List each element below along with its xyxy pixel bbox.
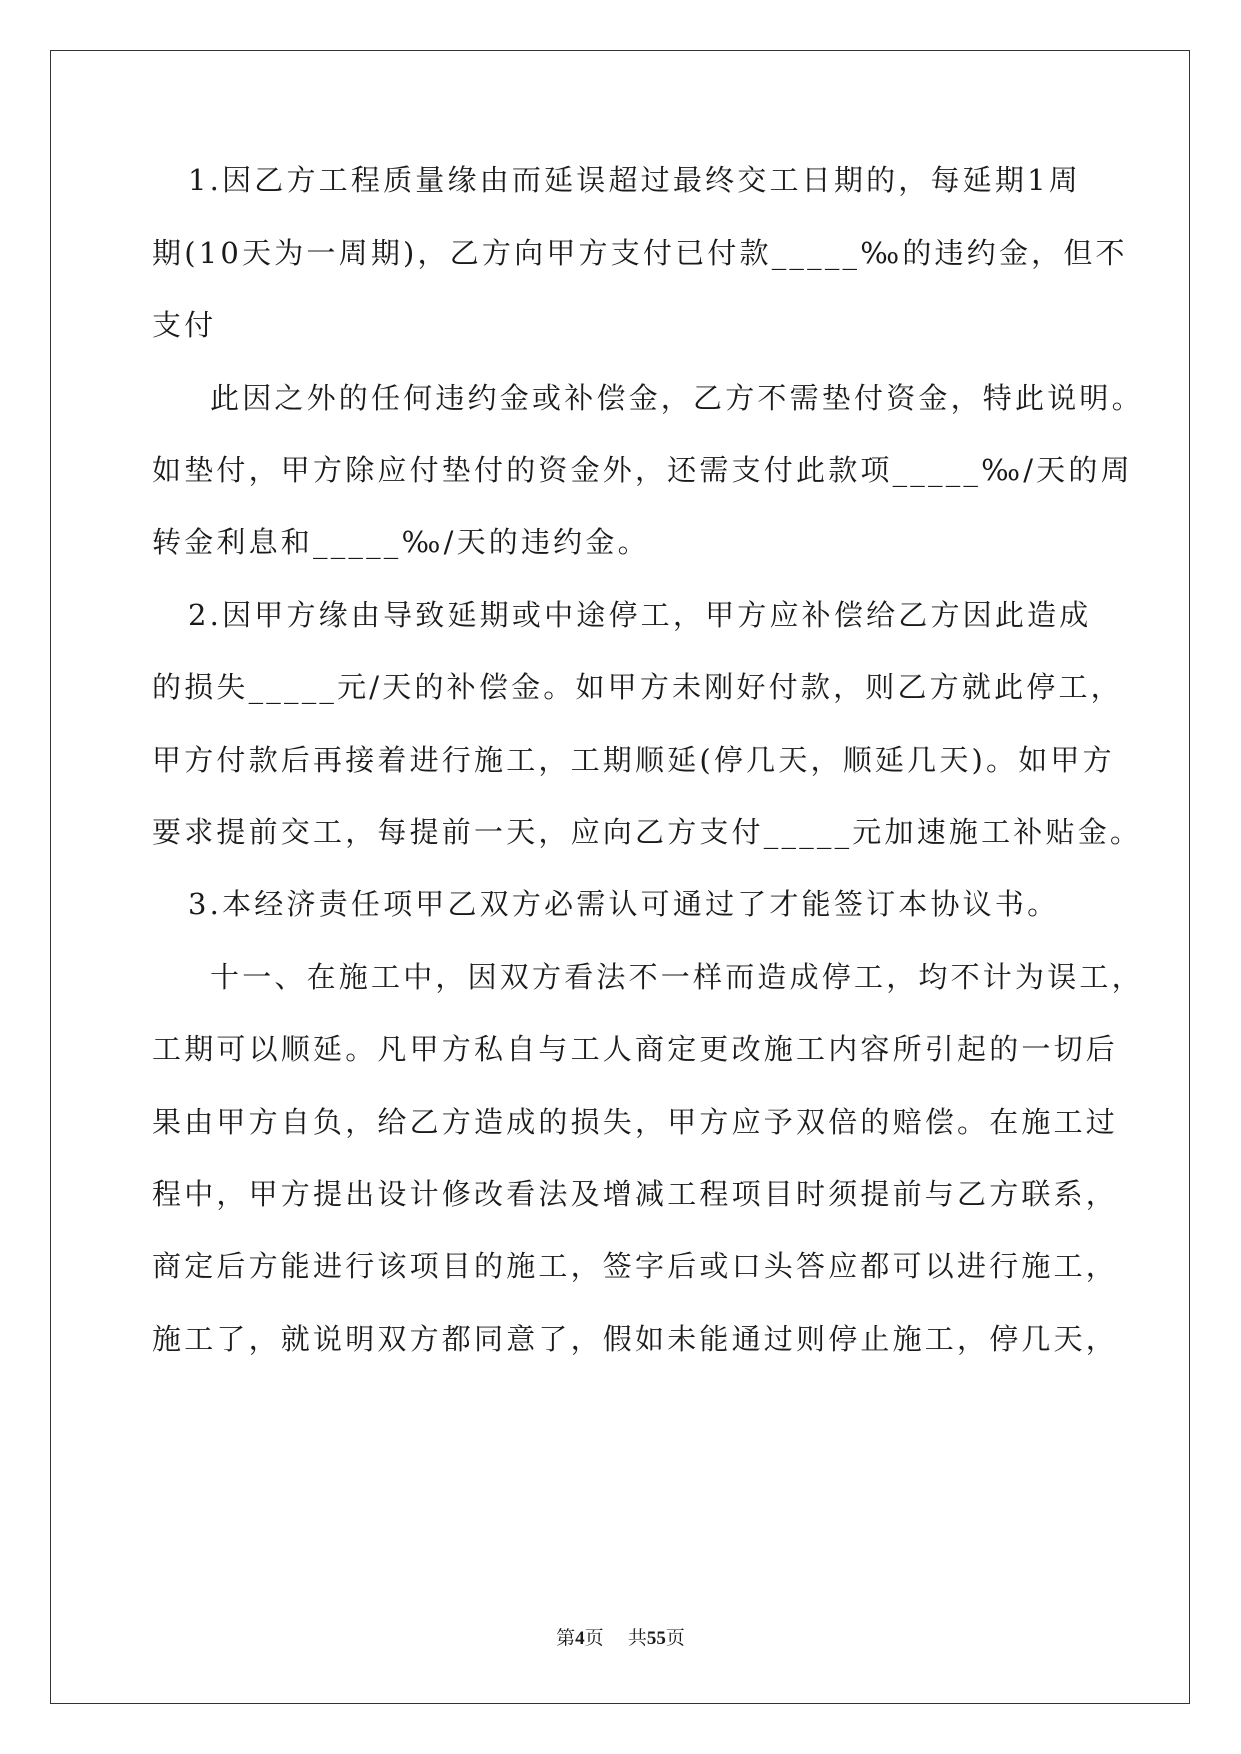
text-line: 2.因甲方缘由导致延期或中途停工，甲方应补偿给乙方因此造成 <box>188 598 1092 632</box>
text-line: 1.因乙方工程质量缘由而延误超过最终交工日期的，每延期1周 <box>188 163 1081 197</box>
current-page-number: 4 <box>575 1628 585 1649</box>
text-line: 转金利息和_____‰/天的违约金。 <box>152 525 650 559</box>
text-line: 程中，甲方提出设计修改看法及增减工程项目时须提前与乙方联系， <box>152 1177 1119 1211</box>
text-line: 3.本经济责任项甲乙双方必需认可通过了才能签订本协议书。 <box>188 887 1060 921</box>
text-line: 工期可以顺延。凡甲方私自与工人商定更改施工内容所引起的一切后 <box>152 1032 1119 1066</box>
footer-total-prefix: 共 <box>627 1627 647 1649</box>
page-footer <box>0 1626 1241 1651</box>
footer-prefix: 第 <box>556 1627 576 1649</box>
text-line: 此因之外的任何违约金或补偿金，乙方不需垫付资金，特此说明。 <box>210 381 1144 415</box>
footer-total-suffix: 页 <box>665 1627 685 1649</box>
text-line: 期(10天为一周期)，乙方向甲方支付已付款_____‰的违约金，但不 <box>152 236 1128 270</box>
text-line: 商定后方能进行该项目的施工，签字后或口头答应都可以进行施工， <box>152 1249 1119 1283</box>
text-line: 支付 <box>152 308 217 342</box>
text-line: 如垫付，甲方除应付垫付的资金外，还需支付此款项_____‰/天的周 <box>152 453 1133 487</box>
text-line: 施工了，就说明双方都同意了，假如未能通过则停止施工，停几天， <box>152 1322 1119 1356</box>
footer-page-suffix: 页 <box>584 1627 604 1649</box>
text-line: 十一、在施工中，因双方看法不一样而造成停工，均不计为误工， <box>210 960 1144 994</box>
text-line: 果由甲方自负，给乙方造成的损失，甲方应予双倍的赔偿。在施工过 <box>152 1105 1119 1139</box>
page-border <box>50 50 1190 1704</box>
text-line: 甲方付款后再接着进行施工，工期顺延(停几天，顺延几天)。如甲方 <box>152 743 1115 777</box>
total-page-count: 55 <box>646 1628 666 1649</box>
text-line: 的损失_____元/天的补偿金。如甲方未刚好付款，则乙方就此停工， <box>152 670 1123 704</box>
text-line: 要求提前交工，每提前一天，应向乙方支付_____元加速施工补贴金。 <box>152 815 1143 849</box>
